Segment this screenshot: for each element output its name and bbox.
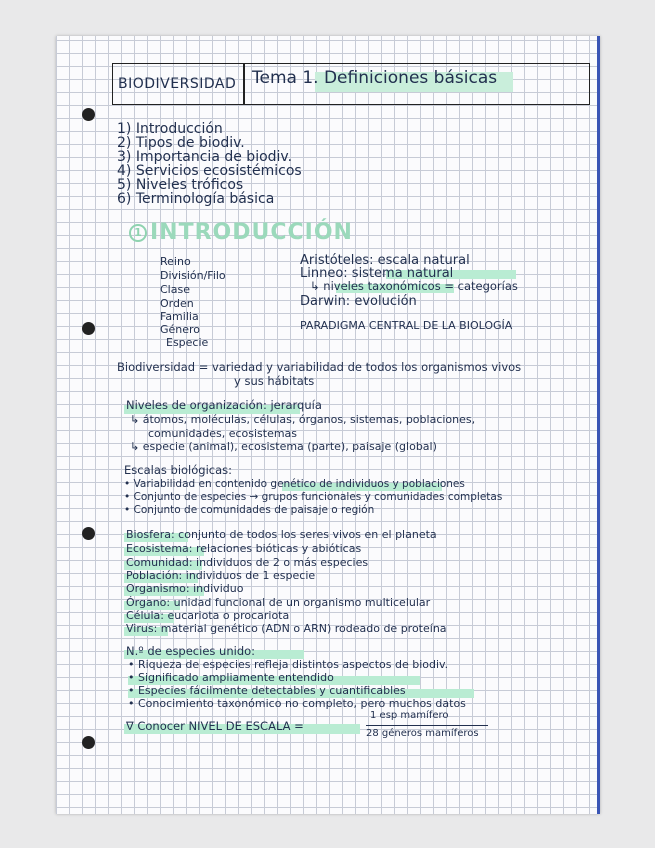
organization-title: Niveles de organización: jerarquía [126, 398, 322, 412]
taxonomy-item: Familia [160, 310, 199, 323]
term-definition: Biosfera: conjunto de todos los seres vivos en el planeta [126, 528, 437, 541]
scale-level-numerator: 1 esp mamífero [370, 710, 449, 721]
taxonomy-item: Reino [160, 255, 191, 268]
term-definition: Organismo: individuo [126, 582, 244, 595]
organization-line: comunidades, ecosistemas [148, 427, 298, 440]
scale-level-denominator: 28 géneros mamíferos [366, 728, 479, 739]
history-line: Linneo: sistema natural [300, 266, 454, 281]
taxonomy-item: Clase [160, 283, 190, 296]
index-item: 1) Introducción [117, 121, 223, 137]
topic-title: Tema 1. Definiciones básicas [252, 68, 498, 88]
taxonomy-item: División/Filo [160, 269, 226, 282]
term-definition: Población: individuos de 1 especie [126, 569, 316, 582]
subject-title: BIODIVERSIDAD [118, 76, 237, 92]
species-item: • Especies fácilmente detectables y cuantificables [128, 684, 406, 697]
section-number-badge: 1 [129, 224, 147, 242]
scales-item: • Conjunto de comunidades de paisaje o región [124, 504, 375, 516]
species-title: N.º de especies unido: [126, 644, 256, 658]
species-item: • Significado ampliamente entendido [128, 671, 334, 684]
punch-hole [82, 736, 95, 749]
punch-hole [82, 322, 95, 335]
history-line: Aristóteles: escala natural [300, 253, 470, 268]
section-title: INTRODUCCIÓN [150, 220, 353, 245]
fraction-bar [366, 725, 488, 726]
history-line: Darwin: evolución [300, 294, 417, 309]
punch-hole [82, 527, 95, 540]
punch-hole [82, 108, 95, 121]
biodiversity-definition-cont: y sus hábitats [234, 374, 315, 388]
index-item: 5) Niveles tróficos [117, 177, 244, 193]
scales-item: • Conjunto de especies → grupos funcionales y comunidades completas [124, 491, 503, 503]
biodiversity-definition: Biodiversidad = variedad y variabilidad de todos los organismos vivos [117, 360, 522, 374]
term-definition: Comunidad: individuos de 2 o más especies [126, 556, 369, 569]
index-item: 4) Servicios ecosistémicos [117, 163, 302, 179]
organization-line: ↳ especie (animal), ecosistema (parte), paisaje (global) [130, 440, 437, 453]
scales-title: Escalas biológicas: [124, 463, 233, 477]
index-item: 2) Tipos de biodiv. [117, 135, 245, 151]
history-line: ↳ niveles taxonómicos = categorías [310, 279, 518, 293]
term-definition: Ecosistema: relaciones bióticas y abióticas [126, 542, 362, 555]
species-item: • Riqueza de especies refleja distintos aspectos de biodiv. [128, 658, 449, 671]
species-item: • Conocimiento taxonómico no completo, pero muchos datos [128, 697, 466, 710]
organization-line: ↳ átomos, moléculas, células, órganos, sistemas, poblaciones, [130, 413, 476, 426]
scale-level-lead: ∇ Conocer NIVEL DE ESCALA = [126, 719, 304, 733]
taxonomy-item: Género [160, 323, 201, 336]
taxonomy-item: Orden [160, 297, 194, 310]
index-item: 3) Importancia de biodiv. [117, 149, 293, 165]
header-divider [243, 63, 245, 105]
term-definition: Órgano: unidad funcional de un organismo multicelular [126, 596, 431, 609]
taxonomy-item: Especie [166, 336, 209, 349]
term-definition: Célula: eucariota o procariota [126, 609, 290, 622]
scales-item: • Variabilidad en contenido genético de individuos y poblaciones [124, 478, 465, 490]
paradigm-note: PARADIGMA CENTRAL DE LA BIOLOGÍA [300, 319, 513, 332]
term-definition: Virus: material genético (ADN o ARN) rodeado de proteína [126, 622, 447, 635]
index-item: 6) Terminología básica [117, 191, 275, 207]
